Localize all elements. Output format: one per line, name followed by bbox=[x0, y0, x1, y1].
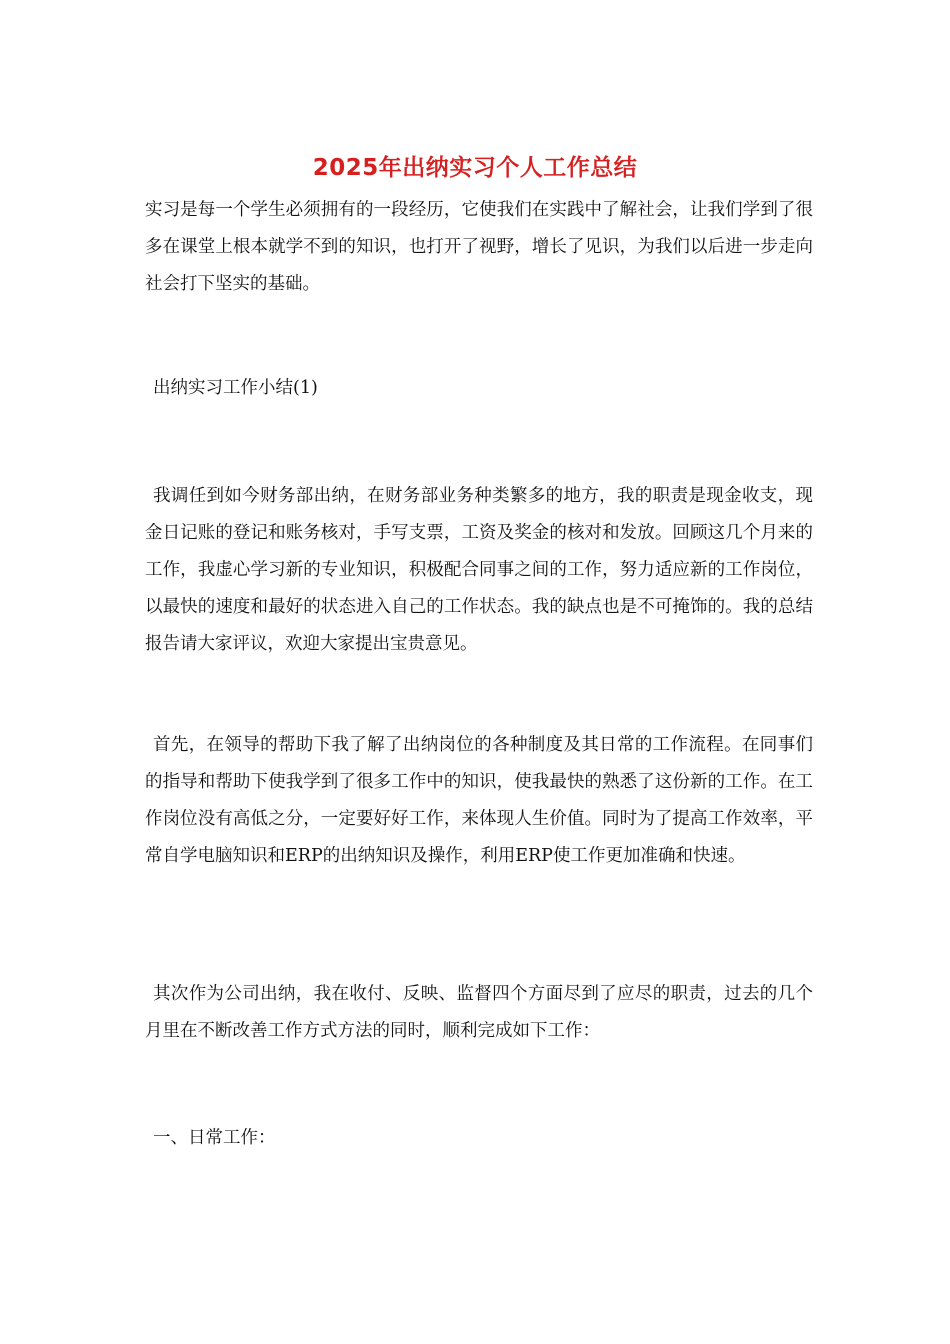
body-paragraph: 其次作为公司出纳，我在收付、反映、监督四个方面尽到了应尽的职责，过去的几个月里在不断改善工作方式方法的同时，顺利完成如下工作： bbox=[145, 984, 813, 1041]
document-title: 2025年出纳实习个人工作总结 bbox=[312, 155, 638, 181]
section-heading: 出纳实习工作小结(1) bbox=[153, 378, 318, 398]
intro-paragraph: 实习是每一个学生必须拥有的一段经历，它使我们在实践中了解社会，让我们学到了很多在课堂上根本就学不到的知识，也打开了视野，增长了见识，为我们以后进一步走向社会打下坚实的基础。 bbox=[145, 200, 813, 294]
subheading: 一、日常工作： bbox=[153, 1128, 276, 1148]
body-paragraph: 首先，在领导的帮助下我了解了出纳岗位的各种制度及其日常的工作流程。在同事们的指导和帮助下使我学到了很多工作中的知识，使我最快的熟悉了这份新的工作。在工作岗位没有高低之分，一定要好好工作，来体现人生价值。同时为了提高工作效率，平常自学电脑知识和ERP的出纳知识及操作，利用ERP使工作更加准确和快速。 bbox=[145, 735, 813, 866]
body-paragraph: 我调任到如今财务部出纳，在财务部业务种类繁多的地方，我的职责是现金收支，现金日记账的登记和账务核对，手写支票，工资及奖金的核对和发放。回顾这几个月来的工作，我虚心学习新的专业知识，积极配合同事之间的工作，努力适应新的工作岗位，以最快的速度和最好的状态进入自己的工作状态。我的缺点也是不可掩饰的。我的总结报告请大家评议，欢迎大家提出宝贵意见。 bbox=[145, 486, 813, 654]
